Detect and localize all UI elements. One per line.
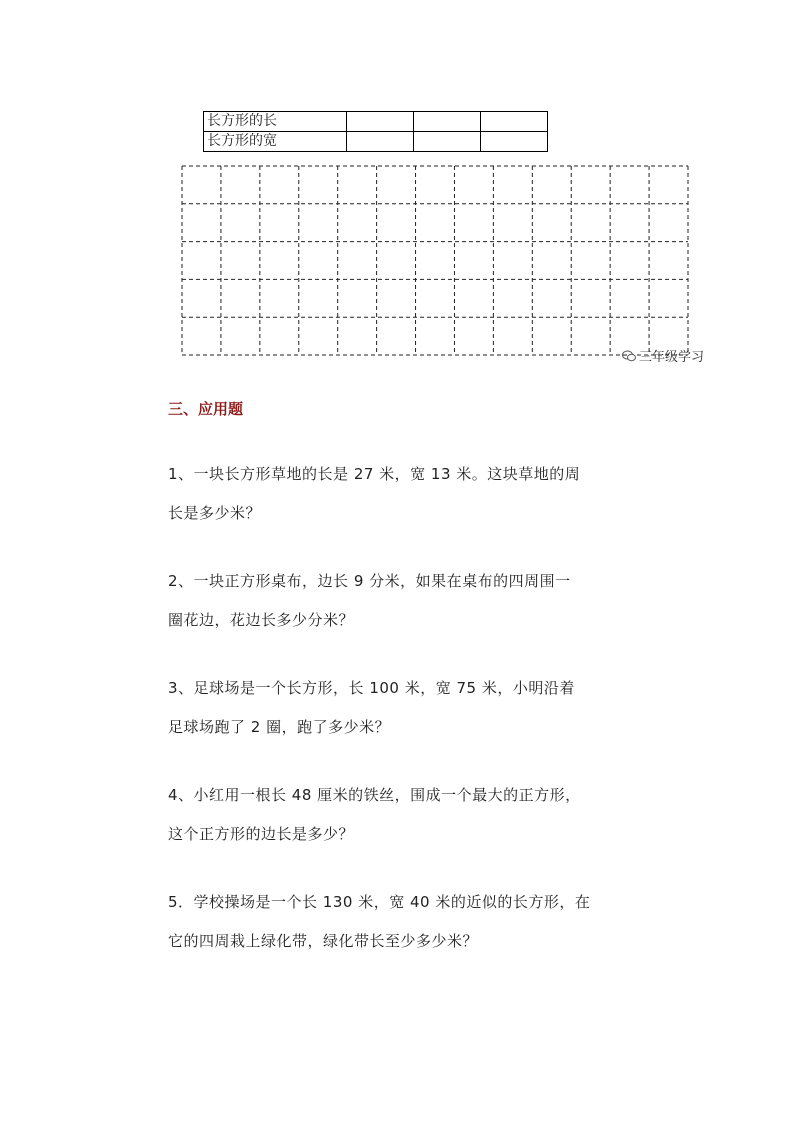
question-line: 2、一块正方形桌布，边长 9 分米，如果在桌布的四周围一 — [168, 572, 571, 590]
dashed-drawing-grid — [180, 164, 692, 359]
question-line: 这个正方形的边长是多少？ — [168, 825, 355, 843]
question-line: 5．学校操场是一个长 130 米，宽 40 米的近似的长方形，在 — [168, 893, 591, 911]
section-title: 三、应用题 — [168, 400, 244, 418]
table-cell — [481, 132, 548, 152]
table-row — [204, 132, 548, 152]
question-line: 它的四周栽上绿化带，绿化带长至少多少米？ — [168, 932, 479, 950]
question-line: 3、足球场是一个长方形，长 100 米，宽 75 米，小明沿着 — [168, 679, 575, 697]
question-line: 4、小红用一根长 48 厘米的铁丝，围成一个最大的正方形， — [168, 786, 581, 804]
question-line: 足球场跑了 2 圈，跑了多少米？ — [168, 718, 391, 736]
table-cell — [414, 132, 481, 152]
question-line: 1、一块长方形草地的长是 27 米，宽 13 米。这块草地的周 — [168, 465, 581, 483]
table-cell — [347, 132, 414, 152]
table-row-label: 长方形的长 — [204, 112, 347, 132]
question-5 — [168, 883, 638, 961]
question-1 — [168, 455, 638, 533]
table-cell — [481, 112, 548, 132]
table-cell — [414, 112, 481, 132]
question-3 — [168, 669, 638, 747]
watermark — [622, 346, 704, 365]
wechat-icon — [622, 350, 636, 362]
question-line: 长是多少米？ — [168, 504, 262, 522]
table-row-label: 长方形的宽 — [204, 132, 347, 152]
table-row — [204, 112, 548, 132]
question-4 — [168, 776, 638, 854]
question-line: 圈花边，花边长多少分米？ — [168, 611, 355, 629]
question-2 — [168, 562, 638, 640]
table-cell — [347, 112, 414, 132]
watermark-text: 三年级学习 — [639, 350, 705, 365]
rectangle-dimension-table — [203, 111, 548, 152]
